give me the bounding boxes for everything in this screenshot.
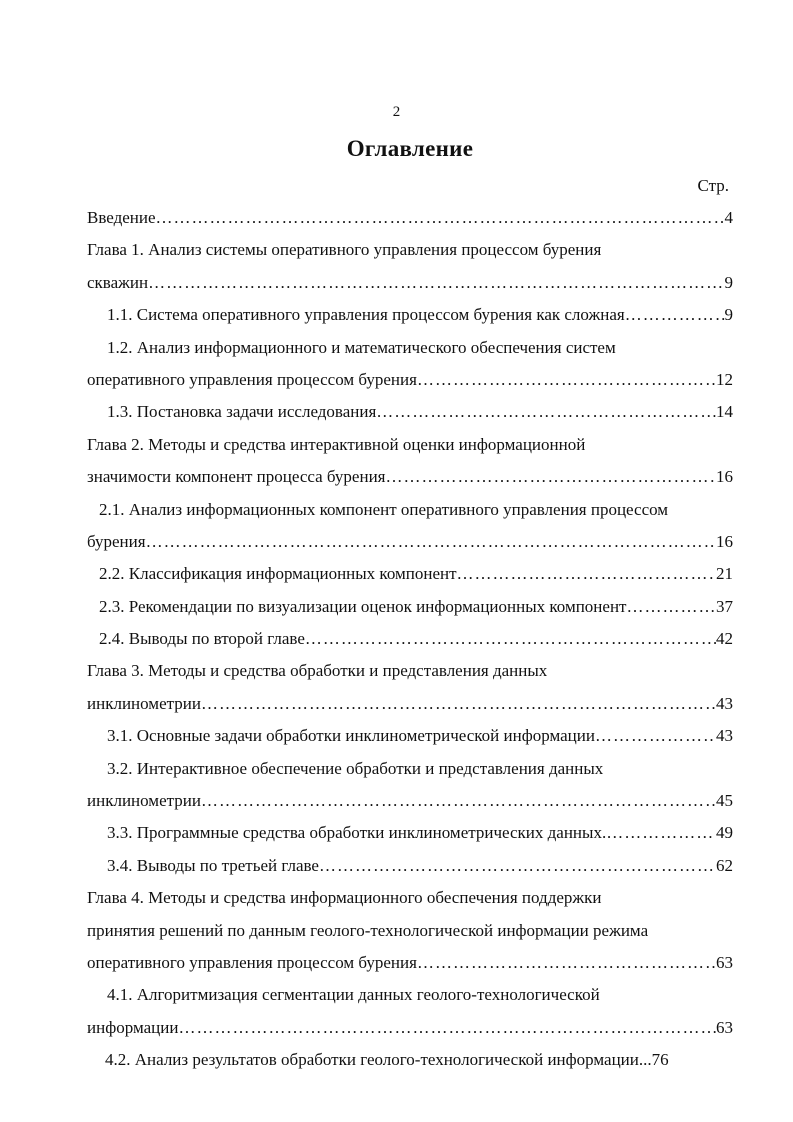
toc-entry-text: Глава 2. Методы и средства интерактивной оценки информационной xyxy=(87,434,586,454)
toc-entry-text: бурения xyxy=(87,531,146,551)
toc-entry-page: 76 xyxy=(651,1050,669,1070)
toc-entry-text: 4.1. Алгоритмизация сегментации данных геолого-технологической xyxy=(107,985,600,1005)
toc-entry-text: 1.1. Система оперативного управления процессом бурения как сложная xyxy=(107,305,625,325)
leader-dots xyxy=(417,947,716,979)
toc-entry-page: 12 xyxy=(716,369,733,389)
leader-dots xyxy=(178,1012,716,1044)
toc-entry-last-line xyxy=(87,785,733,817)
toc-entry-section-2-1[interactable] xyxy=(87,494,733,559)
toc-entry-text: оперативного управления процессом бурения xyxy=(87,369,417,389)
toc-entry-text: принятия решений по данным геолого-технологической информации режима xyxy=(87,920,649,940)
toc-entry-page: 49 xyxy=(716,823,733,843)
toc-entry-page: 42 xyxy=(716,629,733,649)
toc-entry-section-2-2[interactable] xyxy=(87,558,733,590)
toc-entry-text: Глава 4. Методы и средства информационного обеспечения поддержки xyxy=(87,888,602,908)
leader-dots xyxy=(626,591,716,623)
toc-entry-chapter-3[interactable] xyxy=(87,655,733,720)
toc-entry-text: Глава 1. Анализ системы оперативного управления процессом бурения xyxy=(87,240,602,260)
toc-entry-text: значимости компонент процесса бурения xyxy=(87,467,386,487)
toc-entry-page: 21 xyxy=(716,564,733,584)
toc-entry-last-line xyxy=(87,1012,733,1044)
toc-entry-section-3-3[interactable] xyxy=(87,817,733,849)
leader-dots xyxy=(305,623,716,655)
toc-entry-section-2-3[interactable] xyxy=(87,591,733,623)
toc-entry-chapter-2[interactable] xyxy=(87,429,733,494)
toc-entry-section-3-4[interactable] xyxy=(87,850,733,882)
toc-entry-text: 3.3. Программные средства обработки инклинометрических данных. xyxy=(107,823,607,843)
page-number: 2 xyxy=(392,104,401,120)
page-title: Оглавление xyxy=(346,136,474,161)
leader-dots xyxy=(376,396,716,428)
toc-entry-page: 43 xyxy=(716,693,733,713)
toc-entry-page: 4 xyxy=(724,208,733,227)
toc-entry-section-1-1[interactable] xyxy=(87,299,733,331)
leader-dots xyxy=(201,785,716,817)
toc-entry-section-2-4[interactable] xyxy=(87,623,733,655)
toc-entry-text: инклинометрии xyxy=(87,791,201,811)
toc-entry-page: 37 xyxy=(716,596,733,616)
leader-dots xyxy=(319,850,716,882)
toc-entry-text: оперативного управления процессом бурения xyxy=(87,952,417,972)
toc-entry-page: 63 xyxy=(716,1017,733,1037)
toc-entry-page: 16 xyxy=(716,531,733,551)
toc-entry-text: 4.2. Анализ результатов обработки геолого-технологической информации... xyxy=(105,1050,652,1070)
leader-dots xyxy=(146,526,716,558)
toc-entry-text: скважин xyxy=(87,272,149,292)
toc-entry-last-line xyxy=(87,526,733,558)
toc-entry-page: 43 xyxy=(716,726,733,746)
toc-entry-last-line xyxy=(87,364,733,396)
toc-entry-text: инклинометрии xyxy=(87,693,201,713)
toc-entry-section-3-1[interactable] xyxy=(87,720,733,752)
toc-entry-page: 63 xyxy=(716,952,733,972)
leader-dots xyxy=(457,558,716,590)
toc-entry-text: 2.2. Классификация информационных компонент xyxy=(99,564,457,584)
toc-entry-last-line xyxy=(87,688,733,720)
toc-entry-text: 3.1. Основные задачи обработки инклинометрической информации xyxy=(107,726,595,746)
toc-entry-page: 14 xyxy=(716,402,733,422)
toc-entry-section-3-2[interactable] xyxy=(87,753,733,818)
toc-entry-page: 62 xyxy=(716,855,733,875)
toc-entry-section-1-2[interactable] xyxy=(87,332,733,397)
toc-entry-text: 3.4. Выводы по третьей главе xyxy=(107,855,319,875)
toc-entry-last-line xyxy=(87,947,733,979)
toc-entry-text: 2.1. Анализ информационных компонент оперативного управления процессом xyxy=(99,499,669,519)
leader-dots xyxy=(595,720,716,752)
toc-entry-section-1-3[interactable] xyxy=(87,396,733,428)
toc-entry-page: 9 xyxy=(724,272,733,292)
toc-entry-page: 16 xyxy=(716,467,733,487)
toc-entry-text: 2.4. Выводы по второй главе xyxy=(99,629,305,649)
page-column-label: Стр. xyxy=(697,176,729,195)
leader-dots xyxy=(606,817,716,849)
toc-entry-section-4-2[interactable] xyxy=(87,1044,733,1076)
leader-dots xyxy=(201,688,716,720)
toc-entry-page: 45 xyxy=(716,791,733,811)
toc-entry-text: 1.2. Анализ информационного и математического обеспечения систем xyxy=(107,337,616,357)
toc-entry-last-line xyxy=(87,461,733,493)
leader-dots xyxy=(148,267,724,299)
leader-dots xyxy=(417,364,716,396)
toc-entry-text: информации xyxy=(87,1017,179,1037)
toc-entry-section-4-1[interactable] xyxy=(87,979,733,1044)
toc-entry-text: 2.3. Рекомендации по визуализации оценок информационных компонент xyxy=(99,596,627,616)
table-of-contents xyxy=(87,202,733,1077)
toc-entry-chapter-1[interactable] xyxy=(87,234,733,299)
toc-entry-text: Глава 3. Методы и средства обработки и представления данных xyxy=(87,661,548,681)
toc-entry-text: Введение xyxy=(87,208,156,227)
leader-dots xyxy=(156,202,725,234)
leader-dots xyxy=(625,299,725,331)
toc-entry-text: 3.2. Интерактивное обеспечение обработки и представления данных xyxy=(107,758,604,778)
leader-dots xyxy=(386,461,717,493)
toc-entry-page: 9 xyxy=(724,305,733,325)
toc-entry-text: 1.3. Постановка задачи исследования xyxy=(107,402,377,422)
toc-entry-chapter-4[interactable] xyxy=(87,882,733,979)
toc-entry-last-line xyxy=(87,267,733,299)
toc-entry-introduction[interactable] xyxy=(87,202,733,234)
